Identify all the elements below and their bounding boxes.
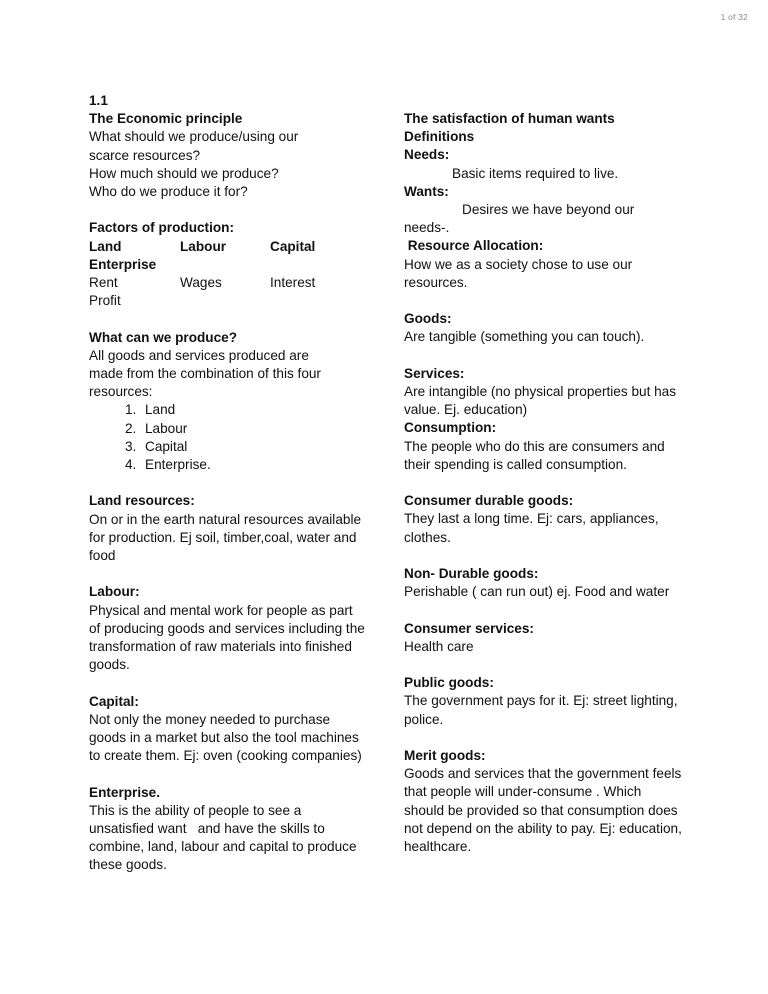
spacer (89, 674, 367, 692)
land-resources-body: On or in the earth natural resources available for production. Ej soil, timber,coal, water and food (89, 511, 362, 563)
public-goods-heading: Public goods: (404, 675, 494, 691)
resource-allocation-body: How we as a society chose to use our resources. (404, 256, 633, 290)
labour-heading: Labour: (89, 584, 140, 600)
spacer (89, 310, 367, 328)
spacer (404, 474, 684, 492)
list-item-label: Enterprise. (145, 456, 211, 472)
factor-labour: Labour (180, 238, 227, 254)
reward-profit: Profit (89, 293, 121, 309)
left-column-title: The Economic principle (89, 111, 243, 127)
consumer-services-heading: Consumer services: (404, 620, 534, 636)
resources-list (89, 401, 367, 474)
list-item-label: Land (145, 402, 176, 418)
land-resources-heading: Land resources: (89, 493, 195, 509)
services-heading: Services: (404, 365, 465, 381)
capital-body: Not only the money needed to purchase goods in a market but also the tool machines to create them. Ej: oven (cooking companies) (89, 711, 362, 764)
services-body: Are intangible (no physical properties but has value. Ej. education) (404, 384, 677, 418)
intro-line-1: What should we produce/using our (89, 129, 299, 145)
spacer (89, 201, 367, 219)
list-item-number: 1. (125, 402, 137, 418)
spacer (89, 474, 367, 492)
list-item-label: Capital (145, 438, 188, 454)
non-durable-goods-body: Perishable ( can run out) ej. Food and water (404, 584, 670, 600)
what-can-we-produce-line-1: All goods and services produced are (89, 347, 309, 363)
spacer (89, 565, 367, 583)
merit-goods-heading: Merit goods: (404, 748, 486, 763)
reward-wages: Wages (180, 275, 222, 290)
spacer (404, 601, 684, 619)
reward-interest: Interest (270, 275, 316, 290)
enterprise-body: This is the ability of people to see a unsatisfied want and have the skills to combine, land, labour and capital to produce these goods. (89, 802, 361, 873)
non-durable-goods-heading: Non- Durable goods: (404, 566, 539, 582)
wants-heading: Wants: (404, 183, 449, 199)
left-column (89, 92, 367, 875)
factors-row-rewards (89, 274, 367, 292)
intro-line-4: Who do we produce it for? (89, 184, 248, 200)
list-item (89, 456, 367, 474)
what-can-we-produce-heading: What can we produce? (89, 329, 238, 345)
spacer (404, 292, 684, 310)
factor-capital: Capital (270, 238, 316, 254)
factor-land: Land (89, 238, 122, 254)
merit-goods-body: Goods and services that the government feels that people will under-consume . Which should be provided so that consumption does not depend on the ability to pay. Ej: education, healthcare. (404, 766, 686, 855)
consumption-body: The people who do this are consumers and their spending is called consumption. (404, 438, 665, 472)
consumer-services-body: Health care (404, 638, 474, 654)
wants-body: Desires we have beyond our (462, 202, 635, 218)
enterprise-heading: Enterprise. (89, 784, 161, 800)
reward-rent: Rent (89, 275, 118, 290)
definitions-heading: Definitions (404, 129, 475, 145)
consumption-heading: Consumption: (404, 420, 497, 436)
wants-body-wrap: needs-. (404, 220, 450, 236)
public-goods-body: The government pays for it. Ej: street lighting, police. (404, 693, 678, 727)
spacer (404, 729, 684, 747)
section-number: 1.1 (89, 93, 108, 108)
spacer (404, 656, 684, 674)
list-item-number: 4. (125, 456, 137, 472)
consumer-durable-goods-heading: Consumer durable goods: (404, 493, 574, 509)
factor-enterprise: Enterprise (89, 256, 157, 272)
consumer-durable-goods-body: They last a long time. Ej: cars, appliances, clothes. (404, 511, 659, 545)
needs-heading: Needs: (404, 147, 450, 163)
labour-body: Physical and mental work for people as part of producing goods and services including the transformation of raw materials into finished goods. (89, 602, 365, 673)
factors-row-headers (89, 238, 367, 256)
list-item (89, 401, 367, 419)
spacer (404, 547, 684, 565)
what-can-we-produce-line-3: resources: (89, 384, 153, 400)
intro-line-3: How much should we produce? (89, 165, 279, 181)
capital-heading: Capital: (89, 693, 139, 709)
goods-heading: Goods: (404, 311, 452, 327)
factors-of-production-heading: Factors of production: (89, 220, 234, 236)
needs-body: Basic items required to live. (452, 165, 619, 181)
list-item-number: 2. (125, 420, 137, 436)
goods-body: Are tangible (something you can touch). (404, 329, 645, 345)
right-column-title: The satisfaction of human wants (404, 111, 615, 126)
spacer (89, 765, 367, 783)
spacer (404, 347, 684, 365)
page-indicator: 1 of 32 (720, 12, 748, 22)
list-item (89, 438, 367, 456)
intro-line-2: scarce resources? (89, 147, 201, 163)
list-item (89, 420, 367, 438)
resource-allocation-heading: Resource Allocation: (404, 238, 544, 254)
right-column (404, 110, 684, 856)
list-item-label: Labour (145, 420, 188, 436)
what-can-we-produce-line-2: made from the combination of this four (89, 365, 321, 381)
list-item-number: 3. (125, 438, 137, 454)
